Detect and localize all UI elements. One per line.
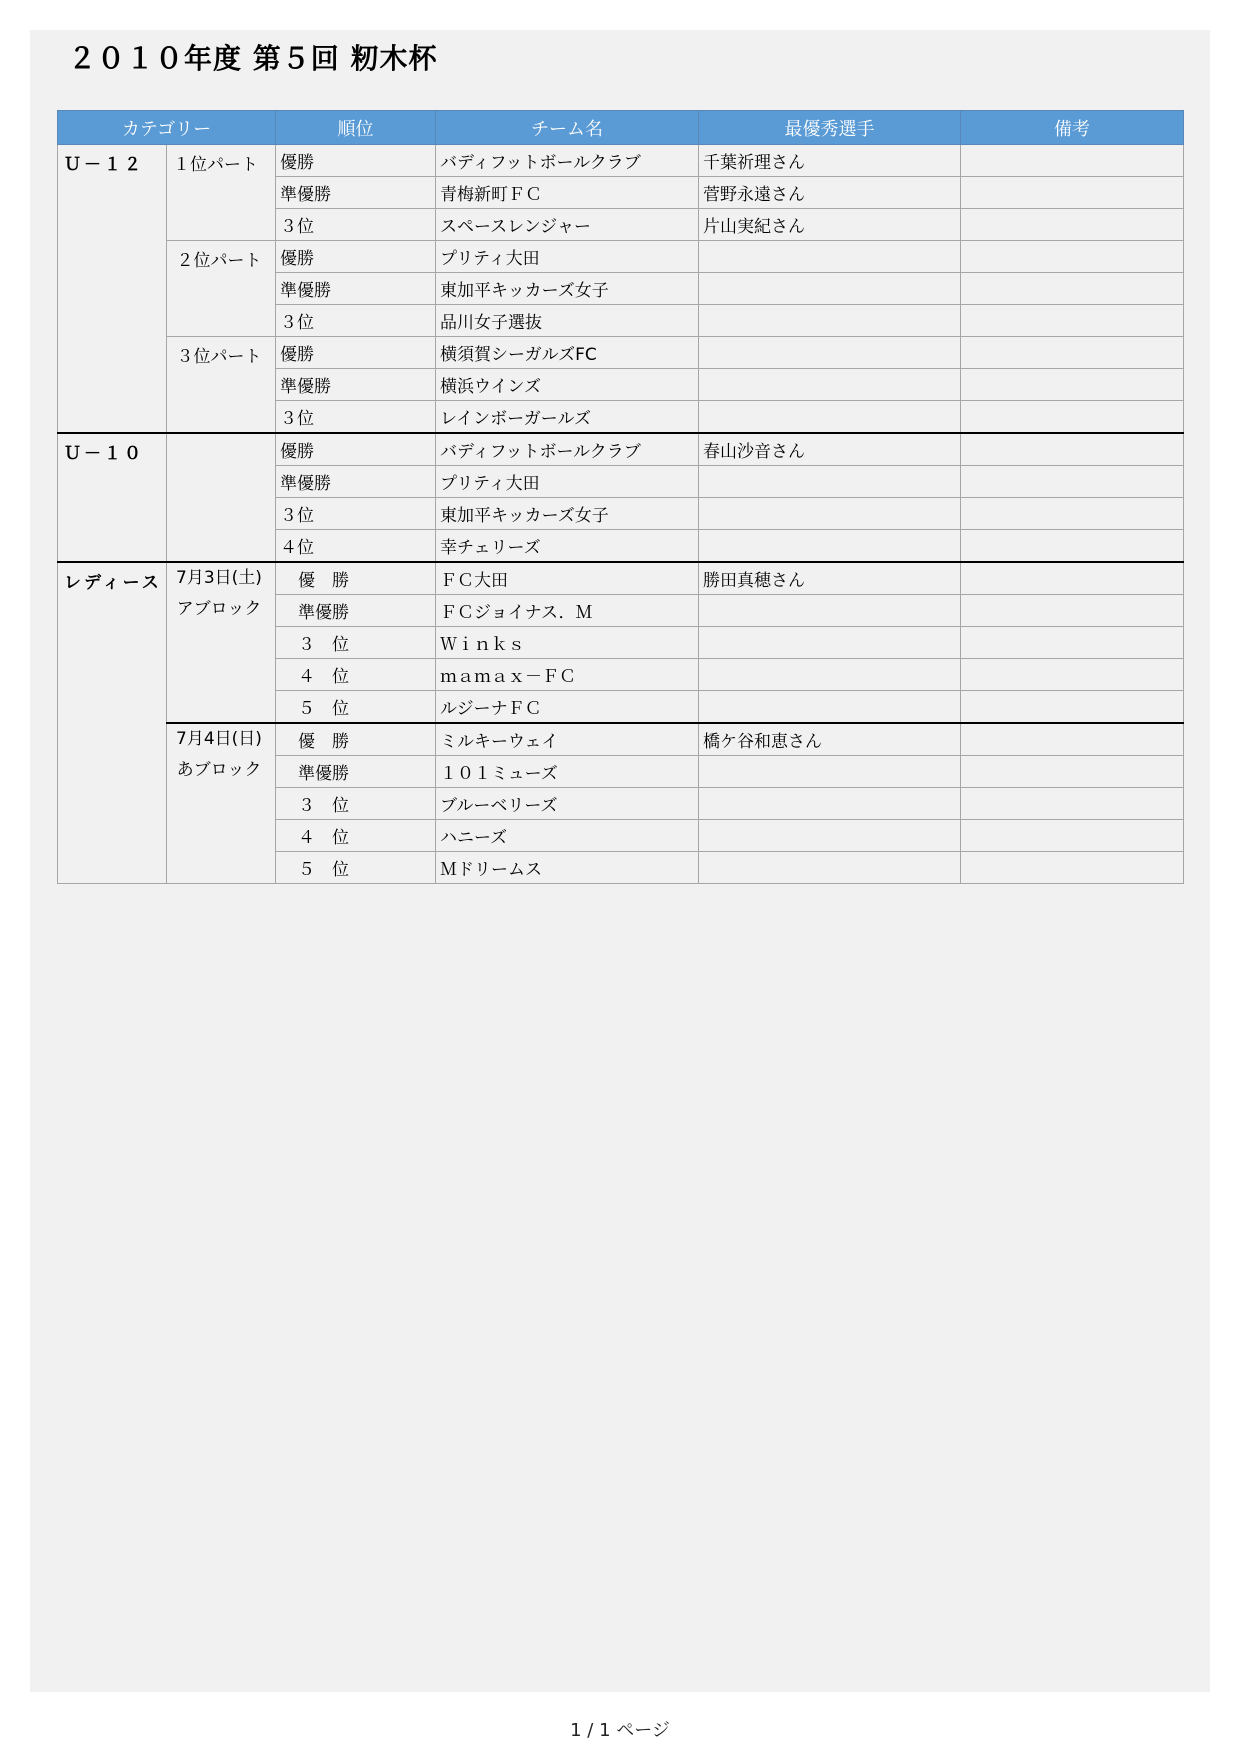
team-cell: ミルキーウェイ (436, 723, 699, 756)
rank-cell: 優勝 (276, 433, 436, 466)
rank-cell: ３ 位 (276, 788, 436, 820)
header-note: 備考 (961, 111, 1184, 145)
team-cell: 東加平キッカーズ女子 (436, 273, 699, 305)
team-cell: バディフットボールクラブ (436, 433, 699, 466)
mvp-cell (699, 595, 961, 627)
rank-cell: ３位 (276, 209, 436, 241)
rank-cell: 優勝 (276, 145, 436, 177)
mvp-cell (699, 788, 961, 820)
rank-cell: ３ 位 (276, 627, 436, 659)
note-cell (961, 691, 1184, 724)
team-cell: バディフットボールクラブ (436, 145, 699, 177)
note-cell (961, 466, 1184, 498)
rank-cell: 準優勝 (276, 595, 436, 627)
note-cell (961, 433, 1184, 466)
rank-cell: 準優勝 (276, 466, 436, 498)
table-row (58, 433, 1184, 466)
note-cell (961, 852, 1184, 884)
team-cell: Ｗｉｎｋｓ (436, 627, 699, 659)
mvp-cell (699, 401, 961, 434)
part-label: ３位パート (167, 337, 276, 434)
mvp-cell (699, 466, 961, 498)
mvp-cell (699, 530, 961, 563)
rank-cell: ５ 位 (276, 852, 436, 884)
team-cell: １０１ミューズ (436, 756, 699, 788)
part-label-empty (167, 433, 276, 562)
block-label (167, 562, 276, 723)
page-title: ２０１０年度 第５回 籾木杯 (68, 42, 438, 75)
rank-cell: ４ 位 (276, 820, 436, 852)
note-cell (961, 177, 1184, 209)
rank-cell: ４位 (276, 530, 436, 563)
header-mvp: 最優秀選手 (699, 111, 961, 145)
team-cell: 横浜ウインズ (436, 369, 699, 401)
note-cell (961, 401, 1184, 434)
mvp-cell: 勝田真穂さん (699, 562, 961, 595)
mvp-cell (699, 273, 961, 305)
rank-cell: 優 勝 (276, 562, 436, 595)
team-cell: Ｍドリームス (436, 852, 699, 884)
results-body (58, 145, 1184, 884)
page-sheet (30, 30, 1210, 1692)
mvp-cell (699, 305, 961, 337)
mvp-cell: 菅野永遠さん (699, 177, 961, 209)
team-cell: 青梅新町ＦＣ (436, 177, 699, 209)
note-cell (961, 530, 1184, 563)
mvp-cell: 片山実紀さん (699, 209, 961, 241)
mvp-cell (699, 756, 961, 788)
header-rank: 順位 (276, 111, 436, 145)
team-cell: ブルーベリーズ (436, 788, 699, 820)
team-cell: プリティ大田 (436, 241, 699, 273)
note-cell (961, 145, 1184, 177)
note-cell (961, 337, 1184, 369)
team-cell: ＦＣジョイナス．Ｍ (436, 595, 699, 627)
mvp-cell (699, 659, 961, 691)
rank-cell: 準優勝 (276, 177, 436, 209)
rank-cell: 優勝 (276, 241, 436, 273)
note-cell (961, 562, 1184, 595)
block-date: 7月4日(日) (176, 729, 262, 749)
block-label (167, 723, 276, 884)
header-category: カテゴリー (58, 111, 276, 145)
note-cell (961, 305, 1184, 337)
block-date: 7月3日(土) (176, 568, 262, 588)
rank-cell: 優勝 (276, 337, 436, 369)
team-cell: レインボーガールズ (436, 401, 699, 434)
note-cell (961, 273, 1184, 305)
team-cell: 東加平キッカーズ女子 (436, 498, 699, 530)
table-row (58, 723, 1184, 756)
category-u10: Ｕ－１０ (58, 433, 167, 562)
mvp-cell (699, 691, 961, 724)
rank-cell: ３位 (276, 401, 436, 434)
note-cell (961, 820, 1184, 852)
category-ladies: レディース (58, 562, 167, 884)
mvp-cell (699, 627, 961, 659)
block-name: あブロック (176, 760, 262, 780)
rank-cell: ５ 位 (276, 691, 436, 724)
rank-cell: ３位 (276, 498, 436, 530)
rank-cell: ４ 位 (276, 659, 436, 691)
team-cell: プリティ大田 (436, 466, 699, 498)
table-header-row (58, 111, 1184, 145)
note-cell (961, 498, 1184, 530)
team-cell: ルジーナＦＣ (436, 691, 699, 724)
page-number: 1 / 1 ページ (570, 1720, 670, 1741)
mvp-cell: 橋ケ谷和恵さん (699, 723, 961, 756)
note-cell (961, 723, 1184, 756)
note-cell (961, 209, 1184, 241)
category-u12: Ｕ－１２ (58, 145, 167, 434)
mvp-cell (699, 241, 961, 273)
rank-cell: 準優勝 (276, 756, 436, 788)
block-name: アブロック (176, 599, 262, 619)
team-cell: ｍａｍａｘ－ＦＣ (436, 659, 699, 691)
rank-cell: 準優勝 (276, 369, 436, 401)
team-cell: ＦＣ大田 (436, 562, 699, 595)
mvp-cell (699, 820, 961, 852)
part-label: ２位パート (167, 241, 276, 337)
rank-cell: 優 勝 (276, 723, 436, 756)
mvp-cell: 千葉祈理さん (699, 145, 961, 177)
note-cell (961, 241, 1184, 273)
note-cell (961, 659, 1184, 691)
team-cell: 品川女子選抜 (436, 305, 699, 337)
team-cell: 横須賀シーガルズFC (436, 337, 699, 369)
team-cell: ハニーズ (436, 820, 699, 852)
mvp-cell (699, 369, 961, 401)
header-team: チーム名 (436, 111, 699, 145)
note-cell (961, 788, 1184, 820)
mvp-cell (699, 852, 961, 884)
table-row (58, 562, 1184, 595)
team-cell: 幸チェリーズ (436, 530, 699, 563)
mvp-cell: 春山沙音さん (699, 433, 961, 466)
results-table (57, 110, 1184, 884)
note-cell (961, 595, 1184, 627)
note-cell (961, 369, 1184, 401)
note-cell (961, 756, 1184, 788)
mvp-cell (699, 337, 961, 369)
rank-cell: ３位 (276, 305, 436, 337)
table-row (58, 241, 1184, 273)
team-cell: スペースレンジャー (436, 209, 699, 241)
table-row (58, 337, 1184, 369)
table-row (58, 145, 1184, 177)
part-label: １位パート (167, 145, 276, 241)
rank-cell: 準優勝 (276, 273, 436, 305)
mvp-cell (699, 498, 961, 530)
note-cell (961, 627, 1184, 659)
